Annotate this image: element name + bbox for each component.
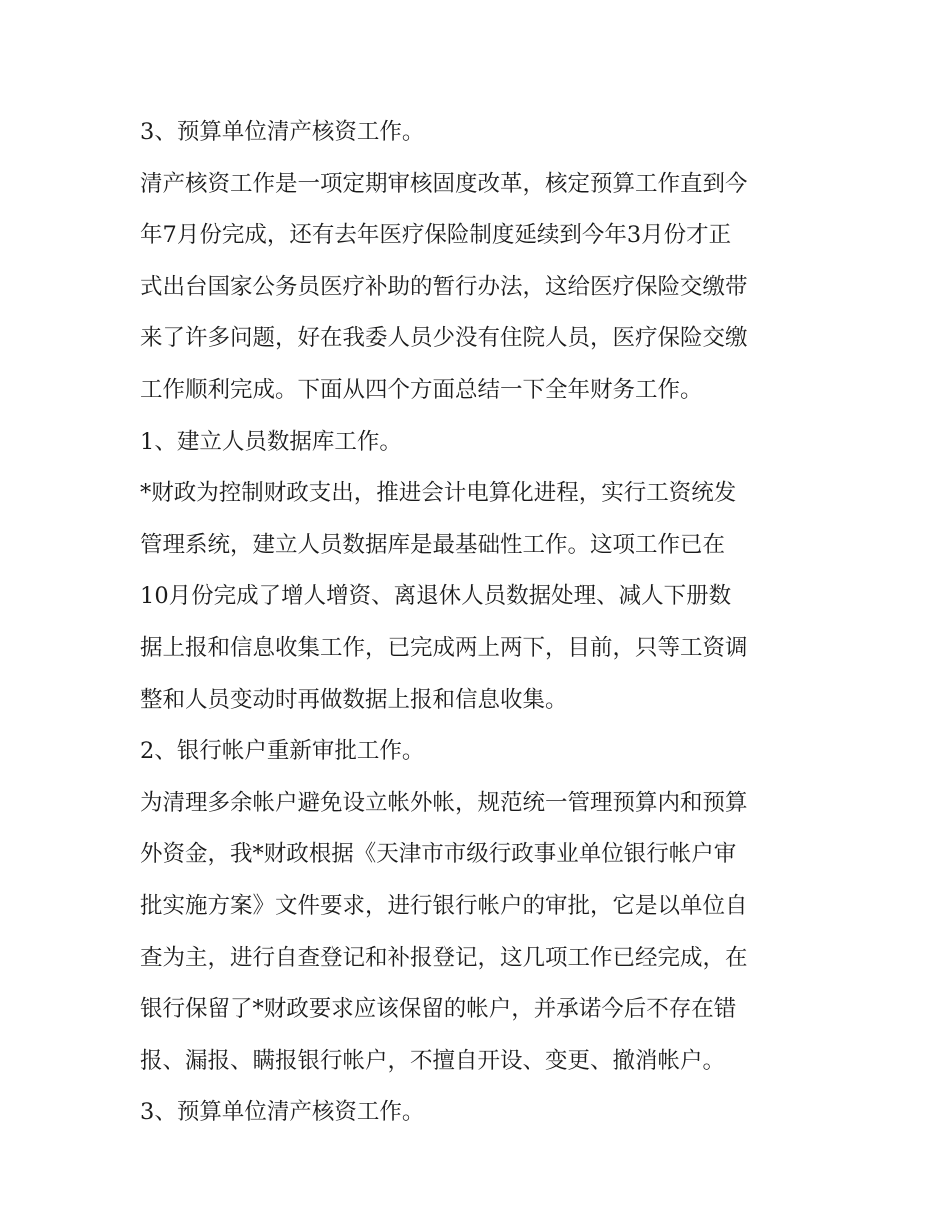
paragraph-line: 查为主，进行自查登记和补报登记，这几项工作已经完成，在 <box>140 944 748 971</box>
paragraph-line: 整和人员变动时再做数据上报和信息收集。 <box>140 686 568 713</box>
paragraph-line: 年7月份完成，还有去年医疗保险制度延续到今年3月份才正 <box>140 222 732 249</box>
paragraph-line: 银行保留了*财政要求应该保留的帐户，并承诺今后不存在错 <box>140 996 737 1023</box>
paragraph-line: 为清理多余帐户避免设立帐外帐，规范统一管理预算内和预算 <box>140 789 748 816</box>
paragraph-line: 批实施方案》文件要求，进行银行帐户的审批，它是以单位自 <box>140 892 748 919</box>
section-heading-budget-asset-verification: 3、预算单位清产核资工作。 <box>140 119 425 145</box>
paragraph-line: 工作顺利完成。下面从四个方面总结一下全年财务工作。 <box>140 376 703 403</box>
section-heading-personnel-database: 1、建立人员数据库工作。 <box>140 428 402 455</box>
paragraph-line: 清产核资工作是一项定期审核固度改革，核定预算工作直到今 <box>140 170 748 197</box>
section-heading-budget-asset-verification-repeat: 3、预算单位清产核资工作。 <box>140 1099 425 1126</box>
paragraph-line: 外资金，我*财政根据《天津市市级行政事业单位银行帐户审 <box>140 841 737 868</box>
paragraph-line: 管理系统，建立人员数据库是最基础性工作。这项工作已在 <box>140 531 726 558</box>
paragraph-line: 式出台国家公务员医疗补助的暂行办法，这给医疗保险交缴带 <box>140 273 748 300</box>
section-heading-bank-account-approval: 2、银行帐户重新审批工作。 <box>140 738 425 765</box>
paragraph-line: 来了许多问题，好在我委人员少没有住院人员，医疗保险交缴 <box>140 325 748 352</box>
paragraph-line: 10月份完成了增人增资、离退休人员数据处理、减人下册数 <box>140 583 732 610</box>
paragraph-line: 报、漏报、瞒报银行帐户，不擅自开设、变更、撤消帐户。 <box>140 1047 726 1074</box>
paragraph-line: *财政为控制财政支出，推进会计电算化进程，实行工资统发 <box>140 480 737 507</box>
paragraph-line: 据上报和信息收集工作，已完成两上两下，目前，只等工资调 <box>140 634 748 661</box>
document-body <box>140 107 820 1139</box>
